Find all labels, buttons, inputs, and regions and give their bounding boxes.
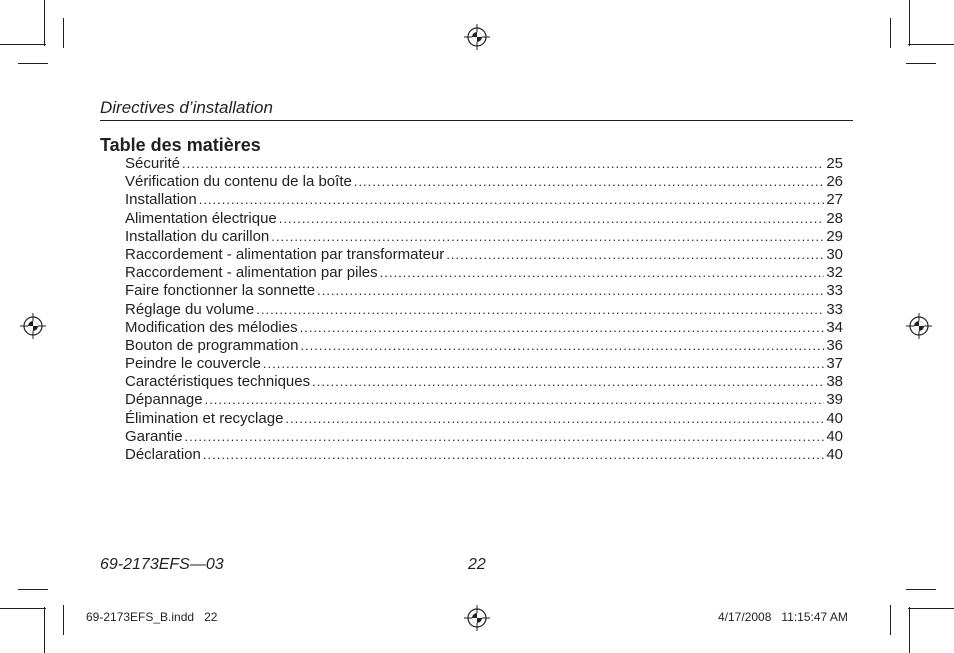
toc-dot-leader (317, 282, 824, 300)
toc-entry-page: 28 (826, 209, 843, 227)
registration-target-icon (906, 313, 932, 339)
toc-dot-leader (380, 264, 825, 282)
toc-entry-label: Installation du carillon (125, 227, 270, 245)
toc-entry-label: Bouton de programmation (125, 336, 299, 354)
crop-mark-icon (63, 18, 64, 48)
crop-mark-icon (18, 63, 48, 64)
toc-entry[interactable] (125, 391, 843, 409)
toc-entry-label: Alimentation électrique (125, 209, 277, 227)
toc-entry[interactable] (125, 228, 843, 246)
toc-entry-page: 37 (826, 355, 843, 373)
toc-entry[interactable] (125, 410, 843, 428)
toc-entry[interactable] (125, 446, 843, 464)
toc-dot-leader (312, 373, 824, 391)
toc-entry-page: 33 (826, 300, 843, 318)
toc-dot-leader (285, 410, 824, 428)
toc-dot-leader (203, 446, 824, 464)
toc-entry-label: Caractéristiques techniques (125, 373, 311, 391)
toc-dot-leader (279, 210, 825, 228)
toc-entry-label: Réglage du volume (125, 300, 255, 318)
toc-entry-label: Raccordement - alimentation par piles (125, 264, 378, 282)
toc-dot-leader (205, 391, 825, 409)
crop-mark-icon (906, 63, 936, 64)
toc-entry-page: 33 (826, 282, 843, 300)
toc-entry-label: Faire fonctionner la sonnette (125, 282, 316, 300)
toc-entry-page: 32 (826, 264, 843, 282)
toc-title: Table des matières (100, 135, 261, 155)
toc-entry-page: 40 (826, 446, 843, 463)
toc-entry[interactable] (125, 282, 843, 300)
toc-entry-page: 38 (826, 373, 843, 391)
crop-mark-icon (906, 589, 936, 590)
toc-entry[interactable] (125, 191, 843, 209)
crop-mark-icon (890, 605, 891, 635)
toc-entry-page: 40 (826, 409, 843, 427)
toc-entry[interactable] (125, 210, 843, 228)
toc-entry-page: 25 (826, 155, 843, 172)
toc-entry-label: Modification des mélodies (125, 318, 298, 336)
crop-mark-icon (908, 44, 954, 45)
toc-dot-leader (271, 228, 824, 246)
crop-mark-icon (0, 44, 46, 45)
toc-entry-page: 36 (826, 336, 843, 354)
toc-entry[interactable] (125, 246, 843, 264)
slug-file-info: 69-2173EFS_B.indd 22 (86, 610, 218, 624)
crop-mark-icon (909, 0, 910, 46)
toc-entry[interactable] (125, 355, 843, 373)
toc-dot-leader (182, 155, 824, 173)
toc-entry[interactable] (125, 264, 843, 282)
toc-entry-page: 34 (826, 318, 843, 336)
header-rule (100, 120, 853, 121)
toc-dot-leader (199, 191, 825, 209)
toc-entry[interactable] (125, 428, 843, 446)
toc-dot-leader (185, 428, 825, 446)
registration-target-icon (20, 313, 46, 339)
toc-dot-leader (256, 301, 824, 319)
toc-dot-leader (300, 337, 824, 355)
toc-entry-label: Dépannage (125, 391, 203, 409)
toc-entry[interactable] (125, 337, 843, 355)
toc-entry[interactable] (125, 319, 843, 337)
crop-mark-icon (44, 0, 45, 46)
section-title: Directives d’installation (100, 98, 273, 117)
crop-mark-icon (890, 18, 891, 48)
crop-mark-icon (0, 608, 46, 609)
crop-mark-icon (44, 607, 45, 653)
toc-entry-page: 29 (826, 227, 843, 245)
crop-mark-icon (909, 607, 910, 653)
toc-list (125, 155, 843, 464)
toc-entry[interactable] (125, 155, 843, 173)
toc-entry[interactable] (125, 373, 843, 391)
toc-entry-label: Vérification du contenu de la boîte (125, 173, 352, 191)
toc-dot-leader (263, 355, 824, 373)
toc-entry-label: Peindre le couvercle (125, 355, 261, 373)
toc-entry-label: Garantie (125, 427, 183, 445)
registration-target-icon (464, 605, 490, 631)
toc-entry-label: Sécurité (125, 155, 181, 172)
page-number: 22 (468, 556, 486, 573)
toc-entry-page: 30 (826, 245, 843, 263)
document-number: 69-2173EFS—03 (100, 556, 224, 573)
toc-entry-page: 39 (826, 391, 843, 409)
toc-entry-label: Déclaration (125, 446, 201, 463)
toc-entry-label: Élimination et recyclage (125, 409, 284, 427)
toc-dot-leader (300, 319, 825, 337)
toc-dot-leader (446, 246, 824, 264)
toc-entry[interactable] (125, 301, 843, 319)
crop-mark-icon (63, 605, 64, 635)
registration-target-icon (464, 24, 490, 50)
toc-entry-page: 26 (826, 173, 843, 191)
slug-timestamp: 4/17/2008 11:15:47 AM (718, 610, 848, 624)
toc-entry-label: Installation (125, 191, 197, 209)
crop-mark-icon (908, 608, 954, 609)
toc-entry-label: Raccordement - alimentation par transformateur (125, 245, 445, 263)
toc-dot-leader (354, 173, 824, 191)
toc-entry-page: 27 (826, 191, 843, 209)
toc-entry[interactable] (125, 173, 843, 191)
crop-mark-icon (18, 589, 48, 590)
toc-entry-page: 40 (826, 427, 843, 445)
